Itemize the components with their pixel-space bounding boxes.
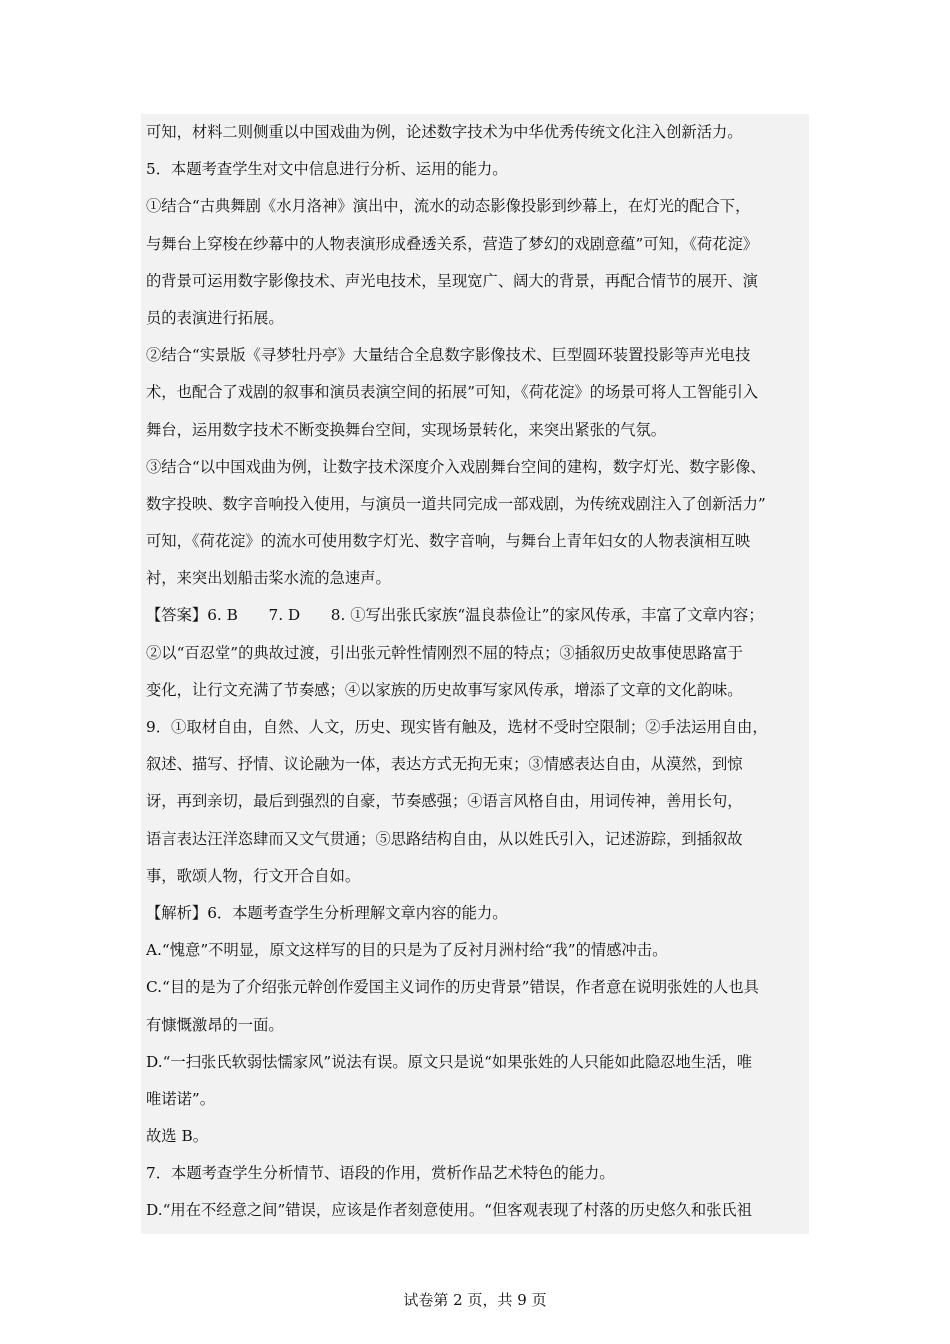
- text-line: 数字投映、数字音响投入使用，与演员一道共同完成一部戏剧，为传统戏剧注入了创新活力”: [146, 494, 766, 513]
- text-line: 可知，《荷花淀》的流水可使用数字灯光、数字音响，与舞台上青年妇女的人物表演相互映: [146, 532, 751, 551]
- text-line: ①结合“古典舞剧《水月洛神》演出中，流水的动态影像投影到纱幕上，在灯光的配合下，: [146, 197, 751, 216]
- text-line: 衬，来突出划船击桨水流的急速声。: [146, 569, 391, 588]
- text-line: D.“一扫张氏软弱怯懦家风”说法有误。原文只是说“如果张姓的人只能如此隐忍地生活，唯: [146, 1052, 753, 1071]
- text-line: ②结合“实景版《寻梦牡丹亭》大量结合全息数字影像技术、巨型圆环装置投影等声光电技: [146, 346, 751, 365]
- text-line: 7．本题考查学生分析情节、语段的作用，赏析作品艺术特色的能力。: [146, 1164, 615, 1183]
- text-line: 叙述、描写、抒情、议论融为一体，表达方式无拘无束；③情感表达自由，从漠然，到惊: [146, 755, 743, 774]
- text-line: ③结合“以中国戏曲为例，让数字技术深度介入戏剧舞台空间的建构，数字灯光、数字影像、: [146, 457, 766, 476]
- text-line: 员的表演进行拓展。: [146, 308, 284, 327]
- text-line: 5．本题考查学生对文中信息进行分析、运用的能力。: [146, 160, 508, 179]
- answer-text: [146, 114, 810, 1230]
- analysis-line: 【解析】6．本题考查学生分析理解文章内容的能力。: [146, 903, 508, 922]
- text-line: 与舞台上穿梭在纱幕中的人物表演形成叠透关系，营造了梦幻的戏剧意蕴”可知，《荷花淀》: [146, 234, 759, 253]
- text-line: 可知，材料二则侧重以中国戏曲为例，论述数字技术为中华优秀传统文化注入创新活力。: [146, 123, 743, 141]
- text-line: 有慷慨激昂的一面。: [146, 1015, 284, 1034]
- text-line: 9．①取材自由，自然、人文，历史、现实皆有触及，选材不受时空限制；②手法运用自由，: [146, 718, 768, 736]
- text-line: 唯诺诺”。: [146, 1089, 216, 1108]
- text-line: 讶，再到亲切，最后到强烈的自豪，节奏感强；④语言风格自由，用词传神，善用长句，: [146, 792, 743, 811]
- text-line: D.“用在不经意之间”错误，应该是作者刻意使用。“但客观表现了村落的历史悠久和张氏祖: [146, 1201, 753, 1220]
- text-line: ②以“百忍堂”的典故过渡，引出张元幹性情刚烈不屈的特点；③插叙历史故事使思路富于: [146, 643, 743, 662]
- text-line: A.“愧意”不明显，原文这样写的目的只是为了反衬月洲村给“我”的情感冲击。: [146, 941, 668, 960]
- answer-line: 【答案】6. B 7. D 8. ①写出张氏家族“温良恭俭让”的家风传承，丰富了文章内容；: [146, 606, 764, 625]
- text-line: C.“目的是为了介绍张元幹创作爱国主义词作的历史背景”错误，作者意在说明张姓的人也具: [146, 978, 759, 997]
- text-line: 舞台，运用数字技术不断变换舞台空间，实现场景转化，来突出紧张的气氛。: [146, 420, 667, 439]
- text-line: 的背景可运用数字影像技术、声光电技术，呈现宽广、阔大的背景，再配合情节的展开、演: [146, 271, 758, 290]
- text-line: 故选 B。: [146, 1127, 208, 1146]
- text-line: 语言表达汪洋恣肆而又文气贯通；⑤思路结构自由，从以姓氏引入，记述游踪，到插叙故: [146, 829, 743, 848]
- text-line: 变化，让行文充满了节奏感；④以家族的历史故事写家风传承，增添了文章的文化韵味。: [146, 680, 743, 699]
- text-line: 事，歌颂人物，行文开合自如。: [146, 866, 361, 885]
- text-line: 术，也配合了戏剧的叙事和演员表演空间的拓展”可知，《荷花淀》的场景可将人工智能引入: [146, 383, 759, 402]
- page-footer: 试卷第 2 页，共 9 页: [403, 1291, 547, 1309]
